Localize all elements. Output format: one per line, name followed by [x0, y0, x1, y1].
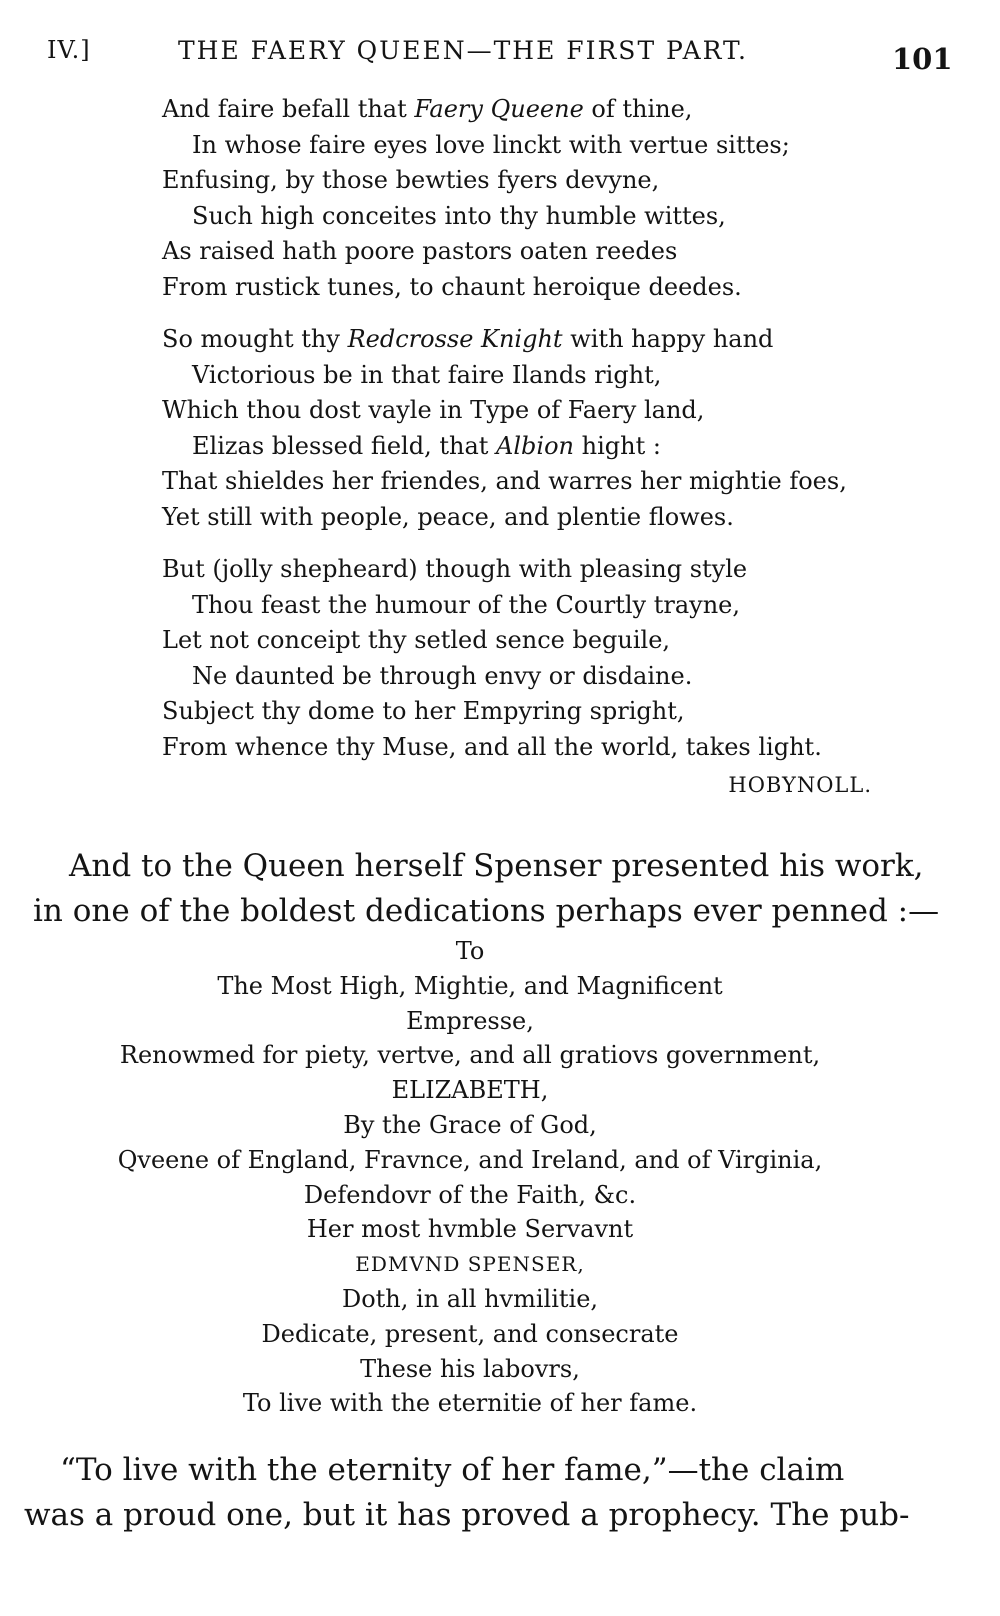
poem-line: As raised hath poore pastors oaten reedes [162, 237, 678, 265]
stanza-1 [162, 92, 942, 305]
dedication-line: Her most hvmble Servavnt [306, 1215, 634, 1244]
running-title: THE FAERY QUEEN—THE FIRST PART. [178, 36, 748, 65]
dedication-line: To live with the eternitie of her fame. [242, 1389, 698, 1418]
dedication-line-author: EDMVND SPENSER, [355, 1252, 585, 1277]
poem-line: Yet still with people, peace, and plentie flowes. [162, 502, 734, 531]
poem-line: From rustick tunes, to chaunt heroique deedes. [162, 272, 742, 301]
paragraph-line: “To live with the eternity of her fame,”—the claim [60, 1452, 845, 1488]
poem-signature: HOBYNOLL. [728, 773, 872, 797]
paragraph-line: was a proud one, but it has proved a prophecy. The pub- [24, 1497, 910, 1533]
body-paragraph [33, 844, 940, 934]
italic-name: Redcrosse Knight [347, 325, 563, 353]
running-header [0, 30, 1000, 80]
paragraph-line: And to the Queen herself Spenser presented his work, [69, 848, 924, 884]
dedication-line: Qveene of England, Fravnce, and Ireland, and of Virginia, [117, 1145, 823, 1174]
poem-line: In whose faire eyes love linckt with vertue sittes; [192, 130, 790, 159]
poem-line: Subject thy dome to her Empyring spright, [162, 697, 685, 725]
italic-name: Albion [496, 431, 574, 460]
poem-line: Enfusing, by those bewties fyers devyne, [162, 166, 660, 194]
poem-line: From whence thy Muse, and all the world, takes light. [162, 732, 822, 761]
dedication-line: These his labovrs, [360, 1354, 580, 1383]
body-paragraph [24, 1448, 944, 1538]
dedication-line: Empresse, [406, 1006, 534, 1035]
poem-line: Thou feast the humour of the Courtly trayne, [192, 590, 741, 619]
dedication-block [0, 934, 940, 1421]
dedication-line: The Most High, Mightie, and Magnificent [217, 971, 723, 1000]
poem-line: So mought thy Redcrosse Knight with happy hand [162, 325, 774, 353]
dedication-line: Dedicate, present, and consecrate [261, 1319, 679, 1348]
italic-name: Faery Queene [414, 95, 584, 123]
paragraph-line: in one of the boldest dedications perhaps ever penned :— [33, 893, 940, 929]
poem-line: Ne daunted be through envy or disdaine. [192, 661, 693, 690]
stanza-2 [162, 322, 942, 535]
stanza-3 [162, 552, 942, 805]
poem-line: Elizas blessed field, that Albion hight : [192, 431, 661, 460]
dedication-line: Renowmed for piety, vertve, and all gratiovs government, [119, 1041, 821, 1070]
page-number: 101 [892, 42, 953, 76]
dedication-line: Defendovr of the Faith, &c. [303, 1180, 637, 1209]
dedication-line: To [455, 937, 485, 965]
poem-line: But (jolly shepheard) though with pleasing style [162, 555, 748, 583]
dedication-line: By the Grace of God, [343, 1110, 597, 1139]
poem-line: Let not conceipt thy setled sence beguile, [162, 626, 671, 654]
poem-line: Which thou dost vayle in Type of Faery land, [162, 396, 705, 424]
poem-line: Such high conceites into thy humble wittes, [192, 201, 726, 230]
chapter-marker: IV.] [47, 36, 91, 64]
dedication-line: Doth, in all hvmilitie, [341, 1284, 599, 1313]
poem-line: And faire befall that Faery Queene of thine, [162, 95, 693, 123]
poem-line: That shieldes her friendes, and warres her mightie foes, [162, 467, 847, 495]
dedication-line: ELIZABETH, [391, 1076, 549, 1105]
poem-line: Victorious be in that faire Ilands right, [192, 360, 662, 389]
commendatory-poem [162, 92, 942, 822]
